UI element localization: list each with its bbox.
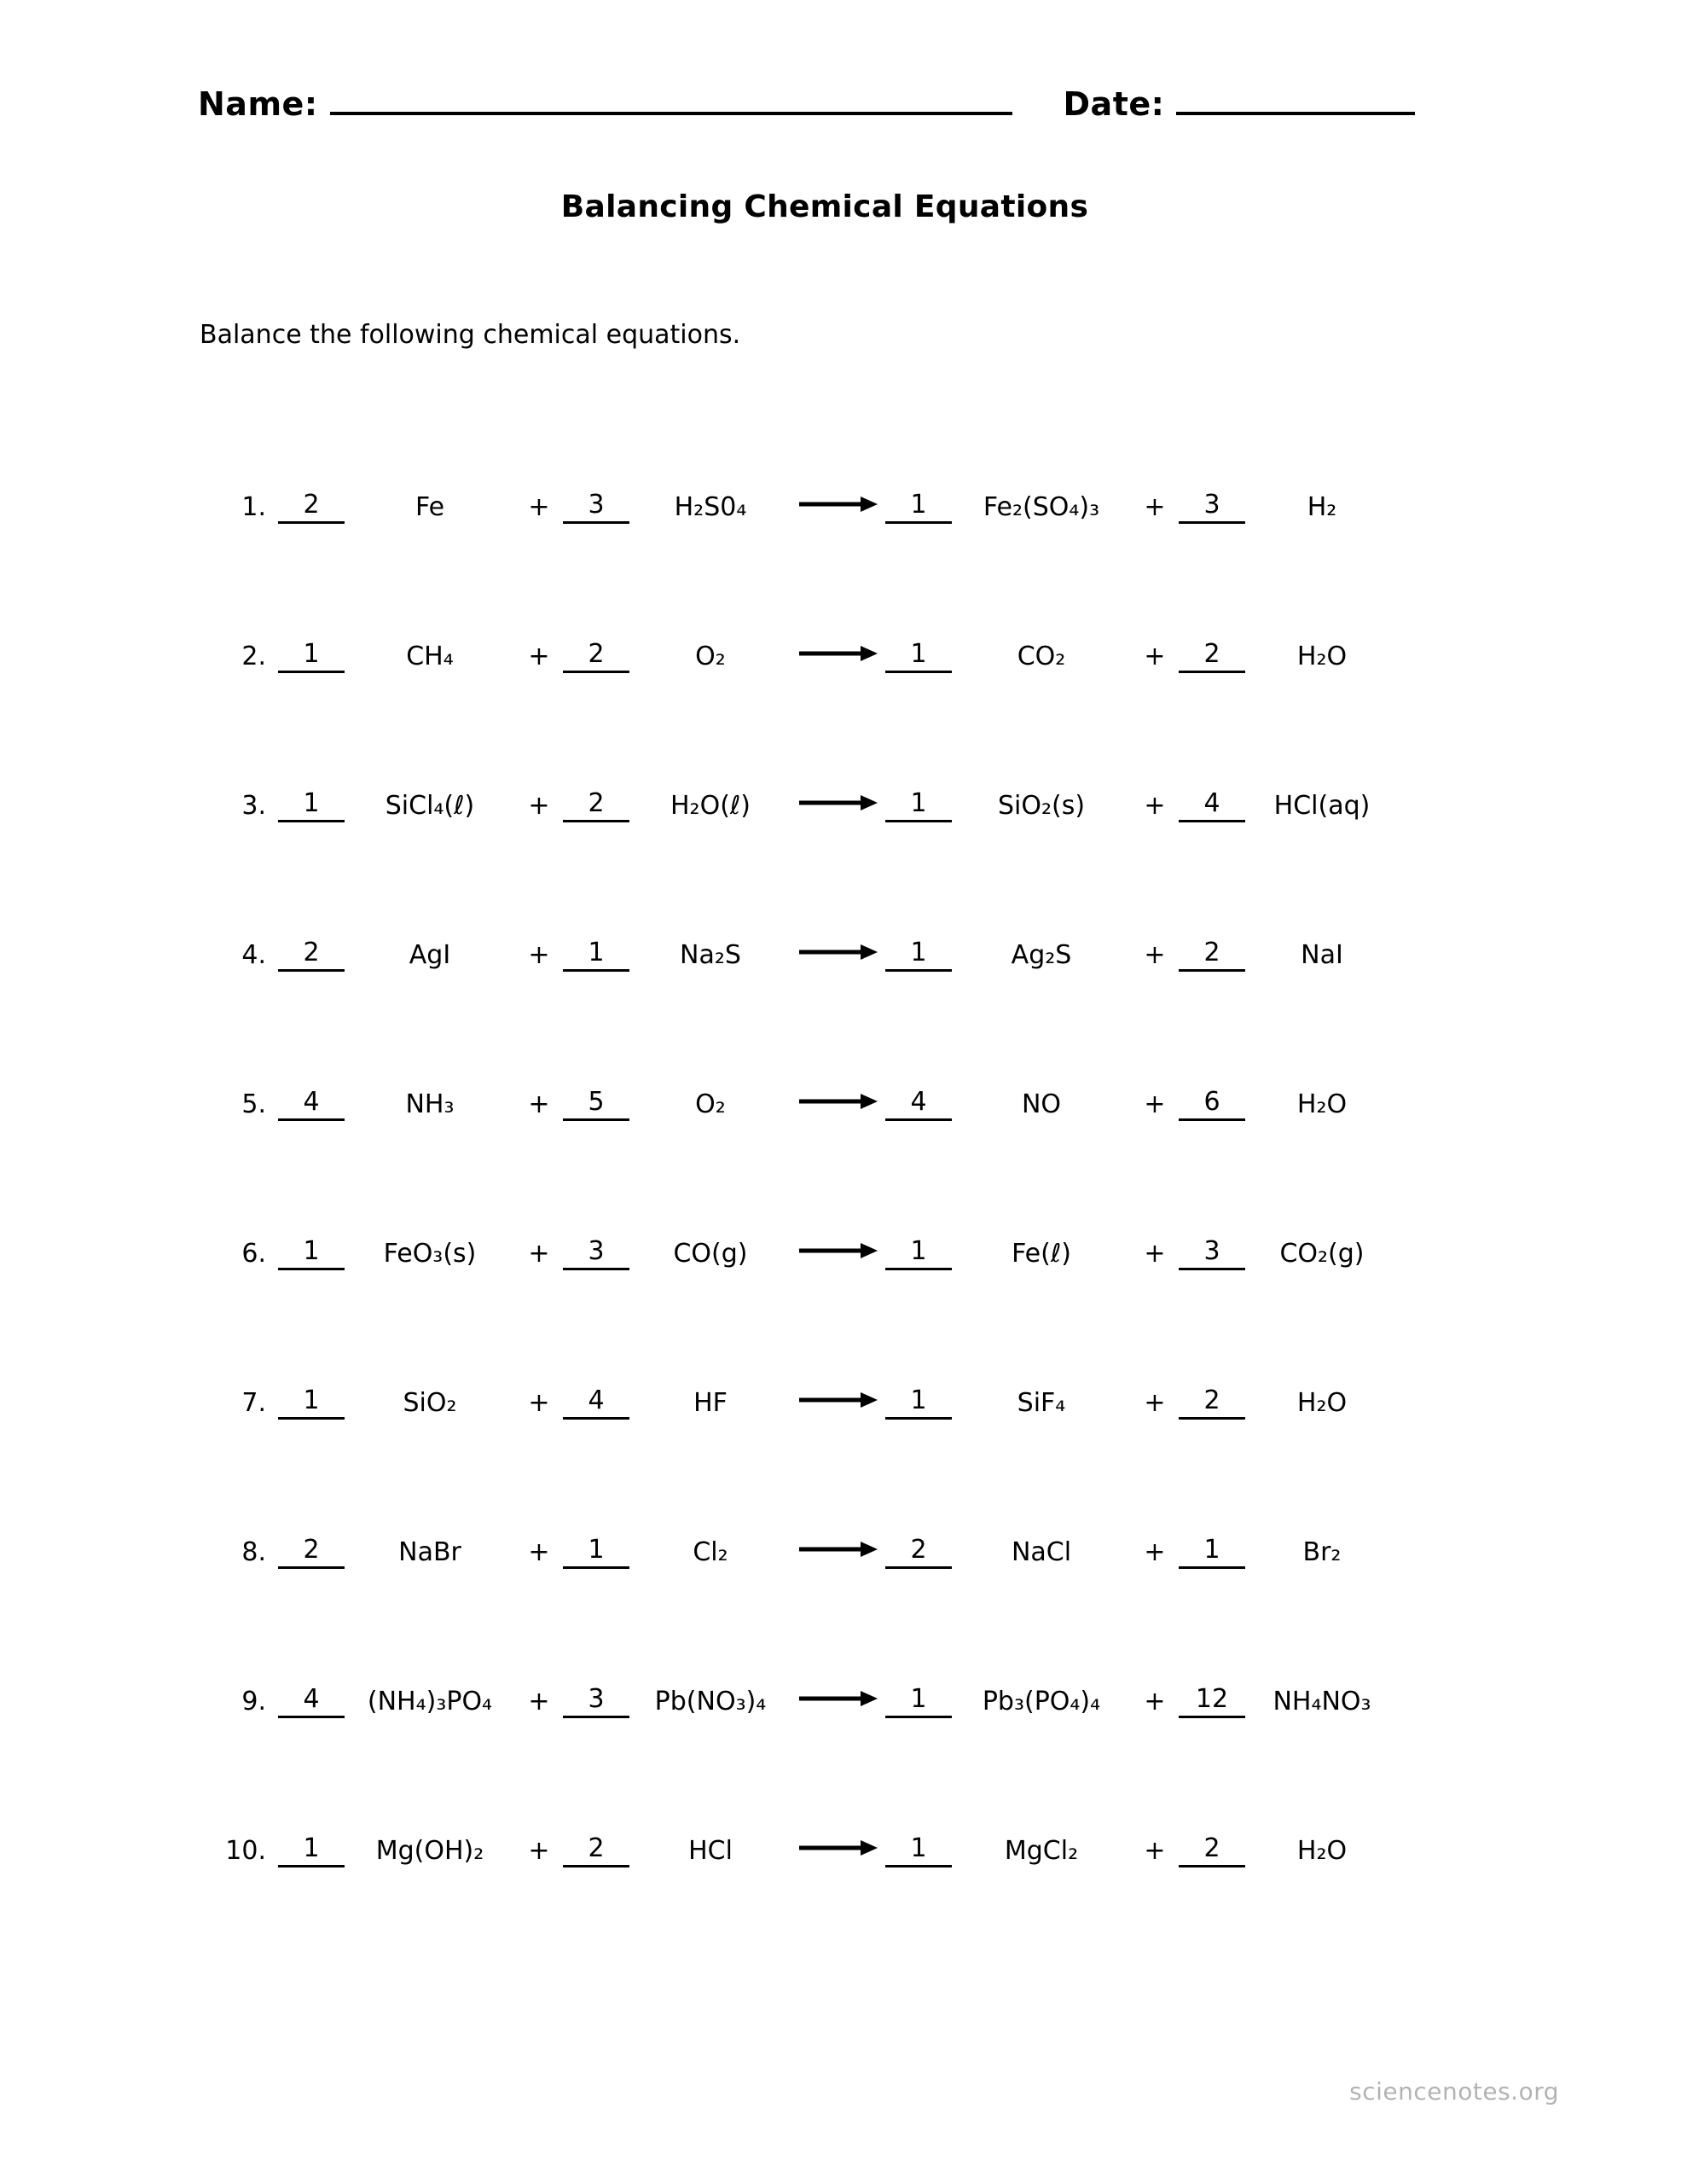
reactant1-coefficient[interactable]: 1 — [278, 789, 345, 822]
arrow-right-icon — [791, 1837, 885, 1866]
name-input-rule[interactable] — [330, 86, 1012, 115]
reactant2-coefficient[interactable]: 5 — [563, 1088, 629, 1121]
plus-sign: + — [1144, 642, 1166, 671]
reactant2-formula: Cl₂ — [693, 1537, 728, 1567]
plus-sign: + — [528, 940, 550, 970]
product2-formula: NH₄NO₃ — [1272, 1687, 1371, 1716]
product2-formula: HCl(aq) — [1273, 791, 1371, 821]
reactant2-coefficient[interactable]: 3 — [563, 491, 629, 524]
reactant1-coefficient[interactable]: 1 — [278, 1237, 345, 1270]
name-label: Name: — [198, 85, 318, 123]
arrow-right-icon — [791, 941, 885, 970]
plus-sign: + — [1144, 1537, 1166, 1567]
page-title-text: Balancing Chemical Equations — [560, 189, 1089, 224]
product2-formula: H₂ — [1307, 492, 1337, 522]
reactant1-coefficient[interactable]: 1 — [278, 640, 345, 673]
product2-coefficient[interactable]: 1 — [1179, 1536, 1245, 1569]
plus-sign: + — [1144, 1836, 1166, 1866]
reactant2-formula: Na₂S — [680, 940, 741, 970]
reactant1-formula: NH₃ — [405, 1089, 455, 1119]
date-input-rule[interactable] — [1176, 86, 1415, 115]
product1-coefficient[interactable]: 1 — [885, 1834, 952, 1867]
reactant1-coefficient[interactable]: 1 — [278, 1386, 345, 1420]
equation-number: 6. — [241, 1239, 266, 1269]
plus-sign: + — [1144, 940, 1166, 970]
arrow-right-icon — [791, 493, 885, 522]
reactant2-formula: CO(g) — [673, 1239, 748, 1269]
product1-formula: Pb₃(PO₄)₄ — [982, 1687, 1101, 1716]
date-label: Date: — [1063, 85, 1165, 123]
reactant2-coefficient[interactable]: 2 — [563, 640, 629, 673]
equation-number: 1. — [241, 492, 266, 522]
reactant2-coefficient[interactable]: 3 — [563, 1237, 629, 1270]
plus-sign: + — [528, 1239, 550, 1269]
equation-row — [0, 1834, 1687, 1984]
arrow-right-icon — [791, 1687, 885, 1716]
arrow-right-icon — [791, 1389, 885, 1418]
product2-formula: H₂O — [1296, 1089, 1348, 1119]
plus-sign: + — [1144, 1239, 1166, 1269]
product1-formula: Fe₂(SO₄)₃ — [983, 492, 1100, 522]
plus-sign: + — [528, 1388, 550, 1418]
product1-formula: Fe(ℓ) — [1012, 1239, 1071, 1269]
reactant1-formula: CH₄ — [406, 642, 454, 671]
reactant1-coefficient[interactable]: 2 — [278, 938, 345, 972]
reactant1-formula: (NH₄)₃PO₄ — [367, 1687, 493, 1716]
reactant1-coefficient[interactable]: 1 — [278, 1834, 345, 1867]
equation-number: 5. — [241, 1089, 266, 1119]
reactant1-formula: Mg(OH)₂ — [375, 1836, 484, 1866]
equation-number: 8. — [241, 1537, 266, 1567]
product2-coefficient[interactable]: 6 — [1179, 1088, 1245, 1121]
plus-sign: + — [1144, 492, 1166, 522]
product1-formula: MgCl₂ — [1004, 1836, 1079, 1866]
product2-coefficient[interactable]: 2 — [1179, 1386, 1245, 1420]
product2-coefficient[interactable]: 3 — [1179, 1237, 1245, 1270]
equation-number: 7. — [241, 1388, 266, 1418]
plus-sign: + — [528, 1537, 550, 1567]
product2-coefficient[interactable]: 2 — [1179, 640, 1245, 673]
equation-number: 4. — [241, 940, 266, 970]
product1-coefficient[interactable]: 1 — [885, 1685, 952, 1718]
product2-formula: H₂O — [1296, 1388, 1348, 1418]
arrow-right-icon — [791, 1090, 885, 1119]
plus-sign: + — [528, 1089, 550, 1119]
plus-sign: + — [528, 791, 550, 821]
source-watermark: sciencenotes.org — [1349, 2077, 1559, 2106]
reactant1-formula: SiO₂ — [403, 1388, 457, 1418]
product1-coefficient[interactable]: 1 — [885, 938, 952, 972]
reactant1-formula: SiCl₄(ℓ) — [385, 791, 475, 821]
reactant2-formula: HF — [693, 1388, 728, 1418]
product1-coefficient[interactable]: 1 — [885, 789, 952, 822]
product2-coefficient[interactable]: 3 — [1179, 491, 1245, 524]
reactant1-formula: AgI — [409, 940, 451, 970]
arrow-right-icon — [791, 1538, 885, 1567]
equation-row — [0, 1386, 1687, 1536]
reactant1-formula: Fe — [415, 492, 445, 522]
product2-coefficient[interactable]: 12 — [1179, 1685, 1245, 1718]
reactant2-formula: H₂O(ℓ) — [670, 791, 751, 821]
product1-formula: CO₂ — [1017, 642, 1066, 671]
equation-row — [0, 938, 1687, 1088]
product2-formula: H₂O — [1296, 642, 1348, 671]
arrow-right-icon — [791, 792, 885, 821]
product2-formula: Br₂ — [1302, 1537, 1342, 1567]
equation-row — [0, 789, 1687, 938]
plus-sign: + — [528, 1836, 550, 1866]
plus-sign: + — [528, 1687, 550, 1716]
equation-row — [0, 1685, 1687, 1834]
arrow-right-icon — [791, 1240, 885, 1269]
instructions-text: Balance the following chemical equations. — [200, 320, 741, 350]
plus-sign: + — [1144, 1388, 1166, 1418]
reactant2-formula: O₂ — [695, 1089, 726, 1119]
plus-sign: + — [528, 492, 550, 522]
reactant1-formula: FeO₃(s) — [383, 1239, 477, 1269]
plus-sign: + — [1144, 791, 1166, 821]
equation-number: 3. — [241, 791, 266, 821]
product1-coefficient[interactable]: 1 — [885, 1386, 952, 1420]
reactant1-coefficient[interactable]: 2 — [278, 491, 345, 524]
product1-coefficient[interactable]: 2 — [885, 1536, 952, 1569]
product2-coefficient[interactable]: 2 — [1179, 938, 1245, 972]
reactant2-coefficient[interactable]: 2 — [563, 789, 629, 822]
product1-coefficient[interactable]: 4 — [885, 1088, 952, 1121]
plus-sign: + — [1144, 1687, 1166, 1716]
product1-formula: Ag₂S — [1011, 940, 1072, 970]
equation-row — [0, 1088, 1687, 1237]
equation-row — [0, 640, 1687, 789]
product1-coefficient[interactable]: 1 — [885, 640, 952, 673]
plus-sign: + — [528, 642, 550, 671]
equation-row — [0, 1536, 1687, 1685]
reactant2-coefficient[interactable]: 2 — [563, 1834, 629, 1867]
reactant2-formula: H₂S0₄ — [674, 492, 747, 522]
equation-number: 9. — [241, 1687, 266, 1716]
header — [198, 85, 1559, 123]
equation-number: 2. — [241, 642, 266, 671]
reactant2-formula: HCl — [688, 1836, 733, 1866]
product1-coefficient[interactable]: 1 — [885, 1237, 952, 1270]
reactant1-coefficient[interactable]: 4 — [278, 1685, 345, 1718]
product2-formula: NaI — [1301, 940, 1343, 970]
reactant2-coefficient[interactable]: 1 — [563, 1536, 629, 1569]
reactant2-formula: Pb(NO₃)₄ — [654, 1687, 767, 1716]
reactant1-coefficient[interactable]: 2 — [278, 1536, 345, 1569]
reactant1-coefficient[interactable]: 4 — [278, 1088, 345, 1121]
product1-formula: SiO₂(s) — [997, 791, 1086, 821]
product1-coefficient[interactable]: 1 — [885, 491, 952, 524]
arrow-right-icon — [791, 642, 885, 671]
product2-coefficient[interactable]: 2 — [1179, 1834, 1245, 1867]
equation-row — [0, 1237, 1687, 1386]
page-title — [0, 189, 1687, 224]
product2-coefficient[interactable]: 4 — [1179, 789, 1245, 822]
product1-formula: NO — [1021, 1089, 1062, 1119]
reactant2-formula: O₂ — [695, 642, 726, 671]
equation-row — [0, 491, 1687, 640]
plus-sign: + — [1144, 1089, 1166, 1119]
reactant1-formula: NaBr — [398, 1537, 461, 1567]
product1-formula: SiF₄ — [1017, 1388, 1066, 1418]
product2-formula: CO₂(g) — [1279, 1239, 1365, 1269]
reactant2-coefficient[interactable]: 1 — [563, 938, 629, 972]
product1-formula: NaCl — [1011, 1537, 1072, 1567]
product2-formula: H₂O — [1296, 1836, 1348, 1866]
equation-list — [0, 491, 1687, 1984]
equation-number: 10. — [225, 1836, 266, 1866]
reactant2-coefficient[interactable]: 4 — [563, 1386, 629, 1420]
reactant2-coefficient[interactable]: 3 — [563, 1685, 629, 1718]
